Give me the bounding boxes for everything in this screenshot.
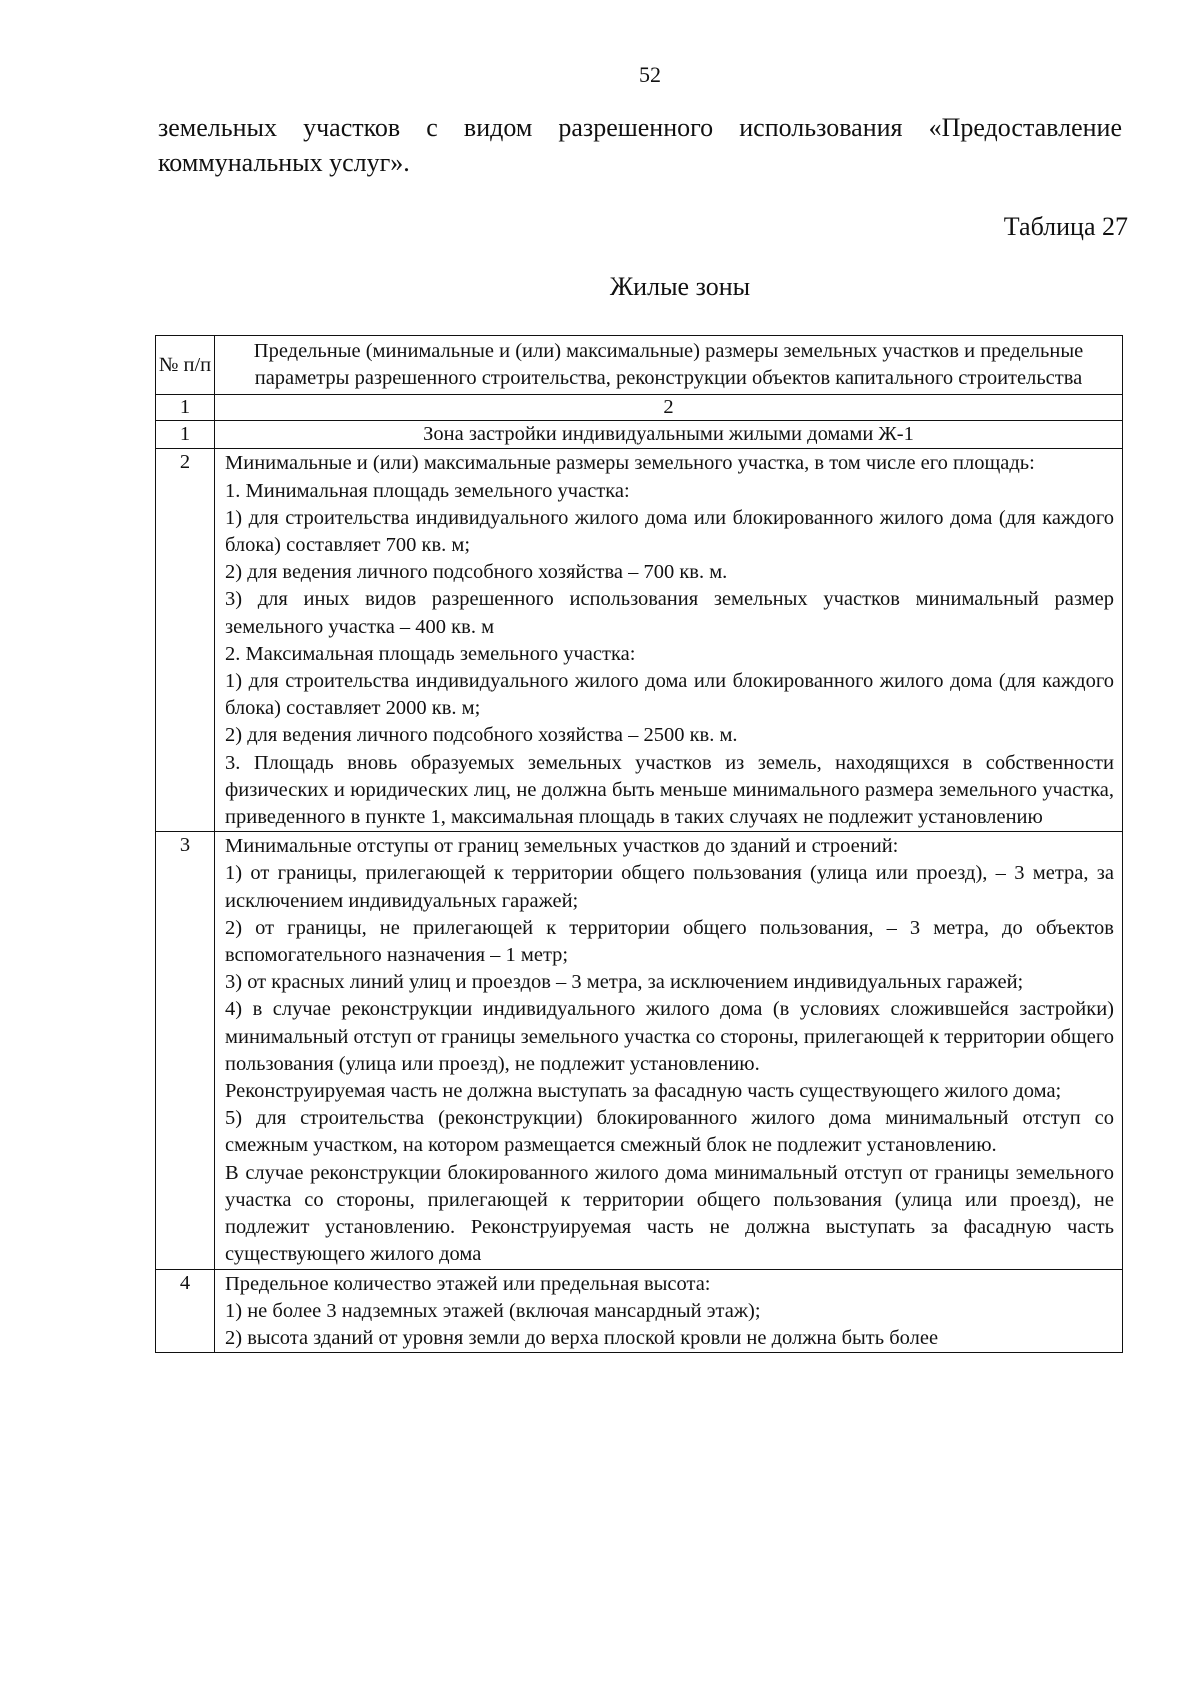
table-row bbox=[156, 421, 1123, 449]
row-line: Предельное количество этажей или предельная высота: bbox=[225, 1272, 711, 1295]
row-number: 3 bbox=[156, 832, 215, 1269]
row-line: 2. Максимальная площадь земельного участка: bbox=[225, 642, 636, 665]
table-row bbox=[156, 832, 1123, 1269]
zone-name-cell: Зона застройки индивидуальными жилыми домами Ж-1 bbox=[215, 421, 1123, 449]
row-line: Реконструируемая часть не должна выступать за фасадную часть существующего жилого дома; bbox=[225, 1080, 1062, 1103]
norms-table bbox=[155, 335, 1123, 1353]
row-line: 1. Минимальная площадь земельного участка: bbox=[225, 479, 630, 502]
column-number-1: 1 bbox=[156, 395, 215, 421]
row-line: 2) от границы, не прилегающей к территории общего пользования, – 3 метра, до объектов вспомогательного назначения – 1 метр; bbox=[225, 916, 1114, 967]
column-number-2: 2 bbox=[215, 395, 1123, 421]
intro-paragraph: земельных участков с видом разрешенного использования «Предоставление коммунальных услуг». bbox=[158, 113, 1122, 177]
header-number-cell: № п/п bbox=[156, 336, 215, 395]
row-number: 2 bbox=[156, 449, 215, 832]
table-header-row bbox=[156, 336, 1123, 395]
row-line: 3. Площадь вновь образуемых земельных участков из земель, находящихся в собственности физических и юридических лиц, не должна быть меньше минимального размера земельного участка, приведенного в пункте 1, максимальная площадь в таких случаях не подлежит установлению bbox=[225, 751, 1114, 829]
row-line: 3) от красных линий улиц и проездов – 3 метра, за исключением индивидуальных гаражей; bbox=[225, 971, 1024, 994]
page-number: 52 bbox=[639, 62, 661, 87]
row-number: 4 bbox=[156, 1269, 215, 1353]
row-line: 3) для иных видов разрешенного использования земельных участков минимальный размер земельного участка – 400 кв. м bbox=[225, 588, 1114, 638]
row-line: 1) для строительства индивидуального жилого дома или блокированного жилого дома (для каждого блока) составляет 2000 кв. м; bbox=[225, 670, 1114, 720]
row-number: 1 bbox=[156, 421, 215, 449]
table-row bbox=[156, 1269, 1123, 1353]
row-line: 1) от границы, прилегающей к территории общего пользования (улица или проезд), – 3 метра, за исключением индивидуальных гаражей; bbox=[225, 862, 1114, 912]
row-content bbox=[215, 832, 1123, 1269]
row-line: 2) для ведения личного подсобного хозяйства – 700 кв. м. bbox=[225, 561, 728, 584]
row-line: 4) в случае реконструкции индивидуального жилого дома (в условиях сложившейся застройки) минимальный отступ от границы земельного участка со стороны, прилегающей к территории общего пользования (улица или проезд), не подлежит установлению. bbox=[225, 998, 1114, 1075]
table-row bbox=[156, 449, 1123, 832]
header-parameters-cell: Предельные (минимальные и (или) максимальные) размеры земельных участков и предельные параметры разрешенного строительства, реконструкции объектов капитального строительства bbox=[215, 336, 1123, 395]
row-line: 2) для ведения личного подсобного хозяйства – 2500 кв. м. bbox=[225, 724, 738, 747]
table-caption: Таблица 27 bbox=[1003, 212, 1128, 241]
row-line: 2) высота зданий от уровня земли до верха плоской кровли не должна быть более bbox=[225, 1326, 939, 1349]
zone-heading: Жилые зоны bbox=[609, 272, 751, 301]
row-line: 1) для строительства индивидуального жилого дома или блокированного жилого дома (для каждого блока) составляет 700 кв. м; bbox=[225, 506, 1114, 557]
row-content bbox=[215, 449, 1123, 832]
row-line: В случае реконструкции блокированного жилого дома минимальный отступ от границы земельного участка со стороны, прилегающей к территории общего пользования (улица или проезд), не подлежит установлению. Реконструируемая часть не должна выступать за фасадную часть существующего жилого дома bbox=[225, 1161, 1114, 1266]
row-content bbox=[215, 1269, 1123, 1353]
row-line: Минимальные отступы от границ земельных участков до зданий и строений: bbox=[225, 835, 899, 858]
column-number-row bbox=[156, 395, 1123, 421]
row-line: Минимальные и (или) максимальные размеры земельного участка, в том числе его площадь: bbox=[225, 452, 1035, 475]
row-line: 5) для строительства (реконструкции) блокированного жилого дома минимальный отступ со смежным участком, на котором размещается смежный блок не подлежит установлению. bbox=[225, 1107, 1114, 1157]
row-line: 1) не более 3 надземных этажей (включая мансардный этаж); bbox=[225, 1299, 761, 1322]
